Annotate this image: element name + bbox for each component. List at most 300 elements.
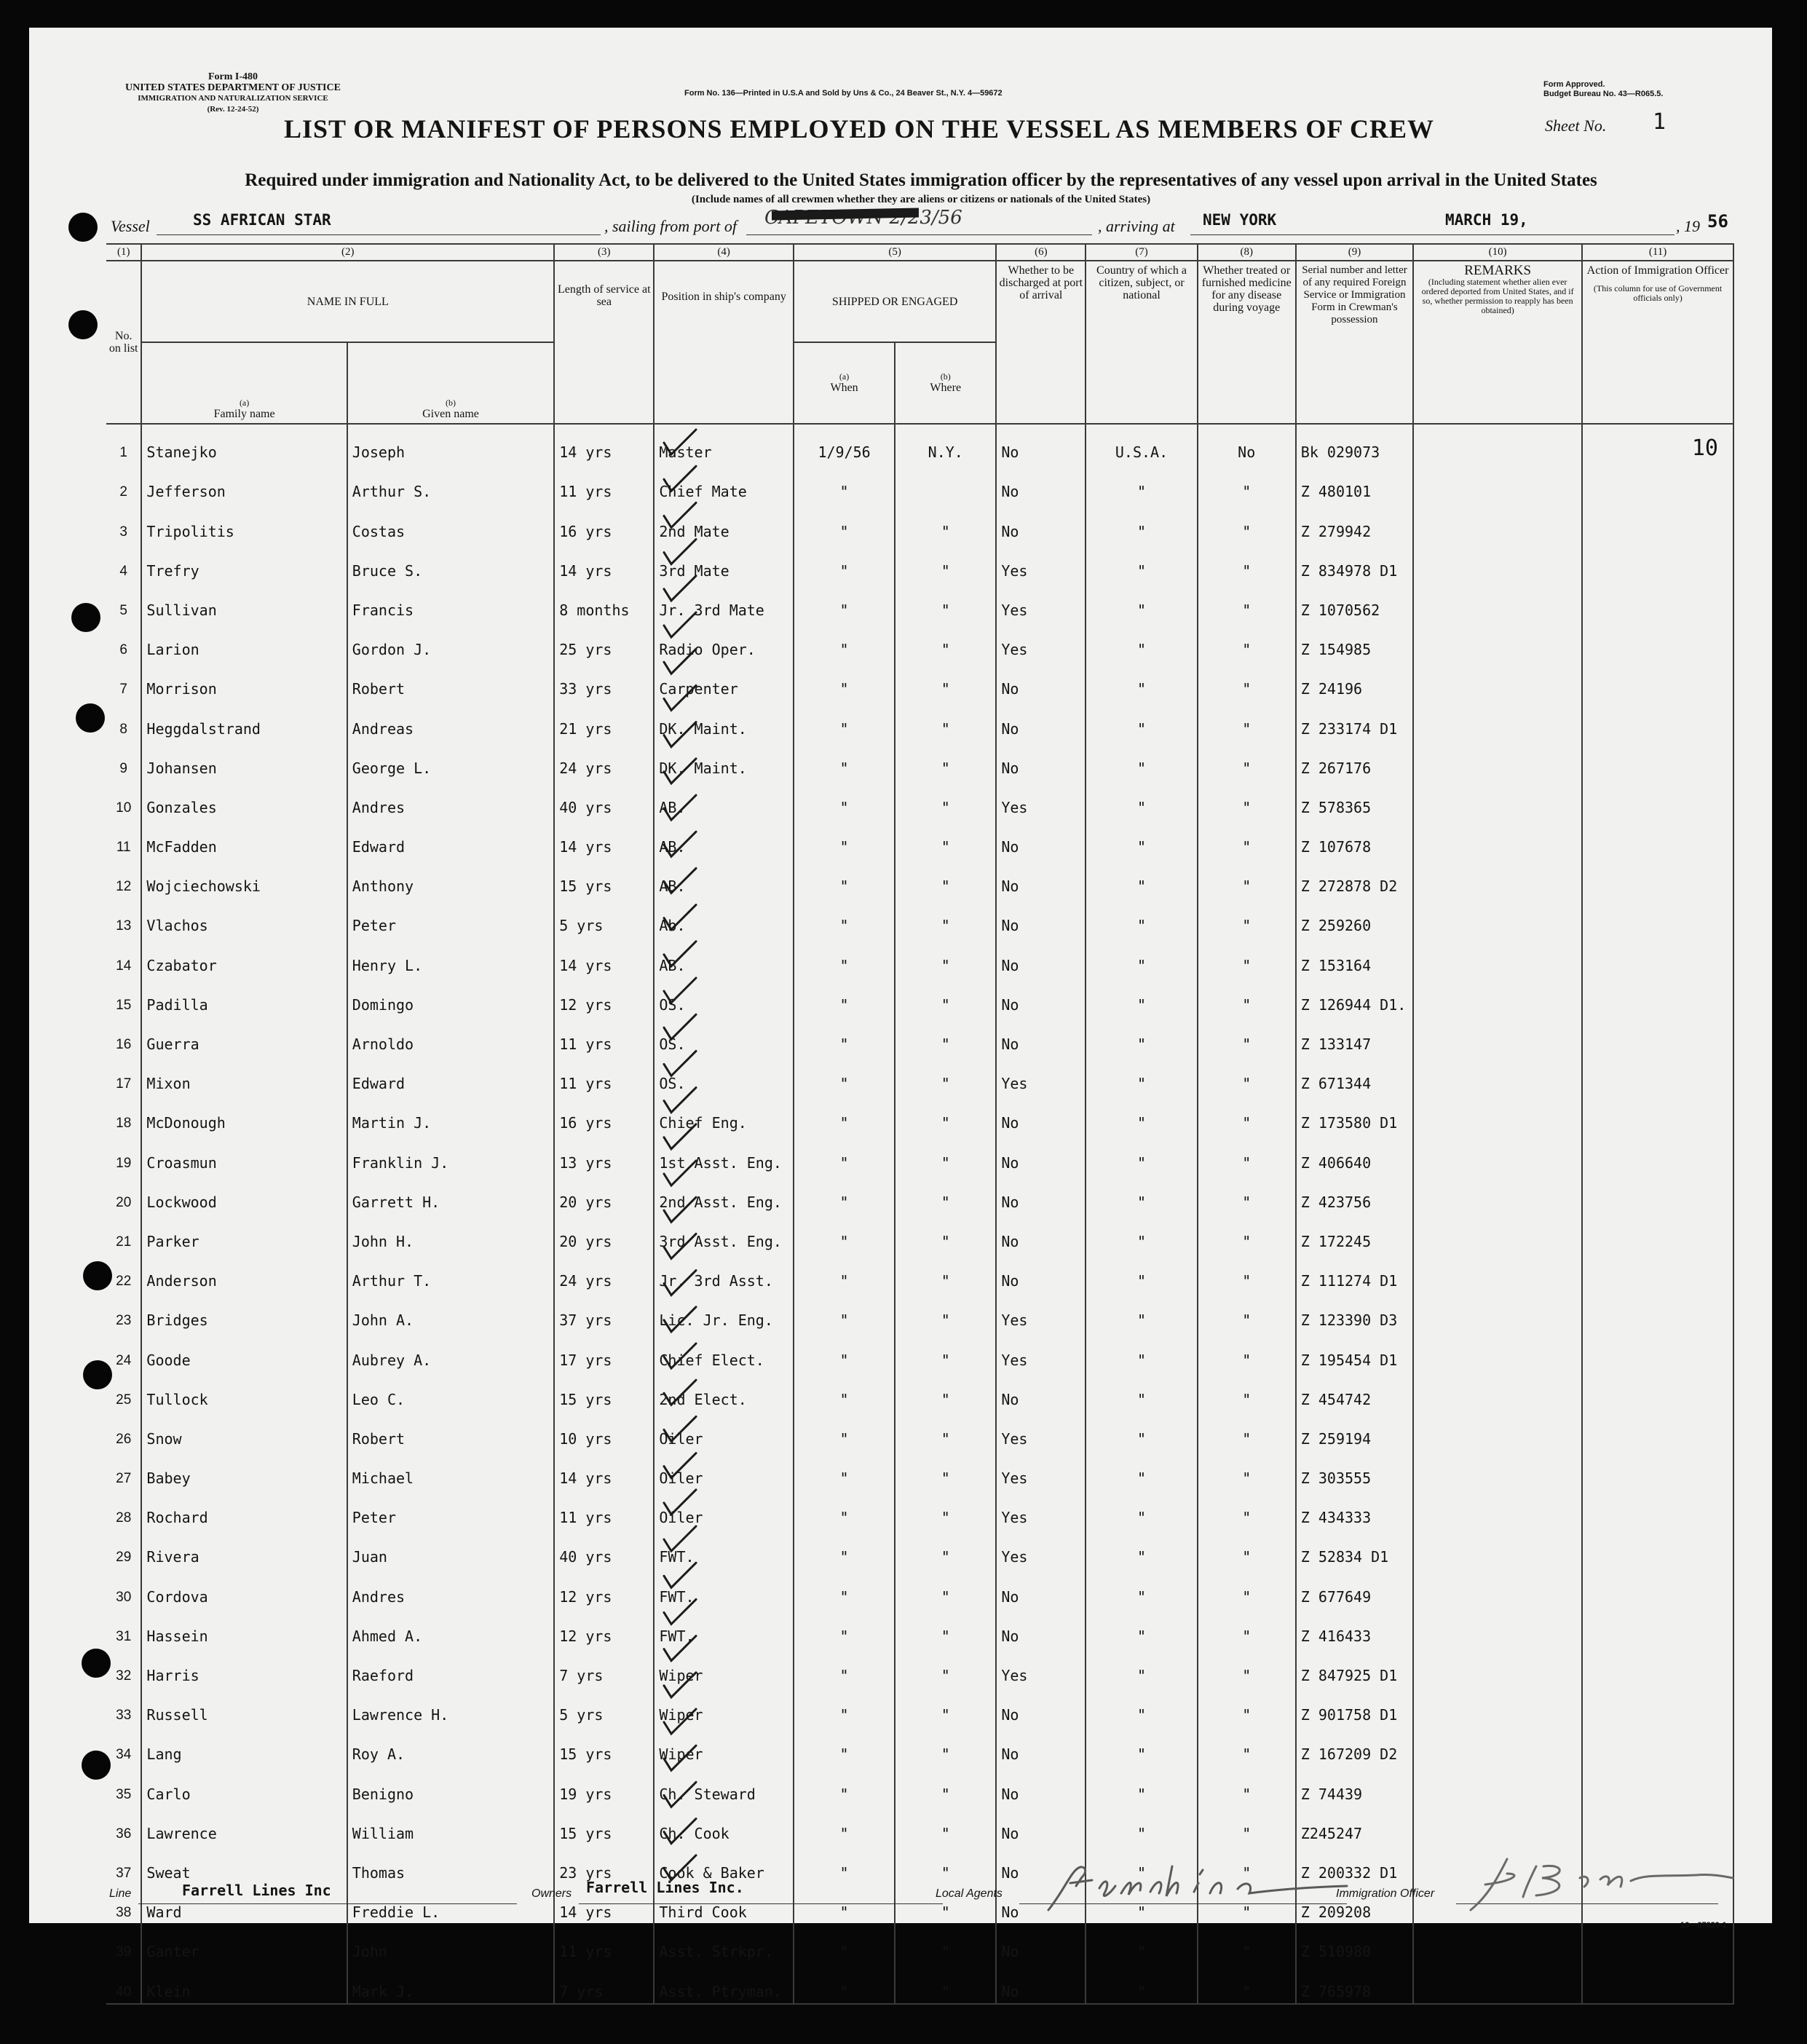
check-mark <box>664 1636 696 1661</box>
length-of-service: 23 yrs <box>554 1845 654 1885</box>
line-label: Line <box>109 1887 132 1900</box>
shipped-where: " <box>895 543 996 583</box>
ship-position: Asst. Strkpr. <box>654 1924 794 1963</box>
shipped-when: " <box>794 503 895 542</box>
family-name: Jefferson <box>141 464 347 503</box>
treated-status: " <box>1198 1214 1296 1253</box>
given-name: John A. <box>347 1293 554 1332</box>
check-mark <box>664 1673 696 1697</box>
given-name: Raeford <box>347 1648 554 1687</box>
discharged-status: No <box>996 1017 1086 1056</box>
ship-position: AB. <box>654 859 794 898</box>
shipped-when: " <box>794 1648 895 1687</box>
ship-position: Chief Elect. <box>654 1332 794 1371</box>
shipped-where: " <box>895 1727 996 1766</box>
length-of-service: 5 yrs <box>554 1687 654 1727</box>
ship-position: FWT. <box>654 1568 794 1608</box>
serial-number: Z 434333 <box>1296 1490 1413 1529</box>
serial-number: Z 209208 <box>1296 1885 1413 1924</box>
binder-hole <box>71 603 100 632</box>
check-mark <box>664 1343 696 1368</box>
binder-hole <box>68 213 98 242</box>
shipped-where: " <box>895 1253 996 1293</box>
check-mark <box>664 649 696 674</box>
length-of-service: 15 yrs <box>554 1727 654 1766</box>
shipped-when: " <box>794 1135 895 1174</box>
shipped-where: " <box>895 1845 996 1885</box>
given-name: Peter <box>347 1490 554 1529</box>
ship-position: Master <box>654 424 794 464</box>
col-number-7: (7) <box>1086 244 1197 261</box>
binder-hole <box>83 1261 112 1290</box>
discharged-status: No <box>996 1766 1086 1805</box>
check-mark <box>664 1014 696 1039</box>
ship-position: 3rd Asst. Eng. <box>654 1214 794 1253</box>
crew-row <box>106 1924 1733 1963</box>
shipped-when: " <box>794 1056 895 1095</box>
col-number-2: (2) <box>141 244 554 261</box>
treated-status: " <box>1198 1253 1296 1293</box>
given-name: Leo C. <box>347 1372 554 1411</box>
discharged-status: No <box>996 937 1086 976</box>
row-number: 29 <box>106 1529 141 1568</box>
citizenship-country: " <box>1086 898 1197 937</box>
given-name: Michael <box>347 1451 554 1490</box>
check-mark <box>664 540 696 564</box>
ship-position: 3rd Mate <box>654 543 794 583</box>
given-name: Arthur T. <box>347 1253 554 1293</box>
citizenship-country: " <box>1086 1766 1197 1805</box>
shipped-when: 1/9/56 <box>794 424 895 464</box>
family-name: Larion <box>141 622 347 661</box>
treated-status: " <box>1198 1727 1296 1766</box>
family-name: Ganter <box>141 1924 347 1963</box>
length-of-service: 17 yrs <box>554 1332 654 1371</box>
citizenship-country: " <box>1086 661 1197 701</box>
citizenship-country: " <box>1086 583 1197 622</box>
length-of-service: 11 yrs <box>554 1056 654 1095</box>
family-name: Morrison <box>141 661 347 701</box>
discharged-status: No <box>996 819 1086 859</box>
citizenship-country: " <box>1086 1885 1197 1924</box>
arrival-year: 56 <box>1707 211 1728 232</box>
shipped-when: " <box>794 1568 895 1608</box>
citizenship-country: " <box>1086 1845 1197 1885</box>
approval-block <box>1543 80 1663 99</box>
check-mark <box>664 759 696 784</box>
discharged-status: No <box>996 1095 1086 1135</box>
treated-status: " <box>1198 503 1296 542</box>
shipped-where: " <box>895 1056 996 1095</box>
row-number: 21 <box>106 1214 141 1253</box>
serial-number: Z 765978 <box>1296 1963 1413 2003</box>
length-of-service: 14 yrs <box>554 1451 654 1490</box>
shipped-where: " <box>895 503 996 542</box>
discharged-status: Yes <box>996 543 1086 583</box>
ship-position: Wiper <box>654 1648 794 1687</box>
serial-number: Z 259194 <box>1296 1411 1413 1451</box>
ship-position: Asst. Ptryman. <box>654 1963 794 2003</box>
row-number: 37 <box>106 1845 141 1885</box>
serial-number: Z 200332 D1 <box>1296 1845 1413 1885</box>
given-name: John H. <box>347 1214 554 1253</box>
family-name: Gonzales <box>141 780 347 819</box>
serial-number: Z 279942 <box>1296 503 1413 542</box>
length-of-service: 25 yrs <box>554 622 654 661</box>
length-of-service: 8 months <box>554 583 654 622</box>
check-mark <box>664 1307 696 1332</box>
ship-position: Oiler <box>654 1451 794 1490</box>
row-number: 5 <box>106 583 141 622</box>
treated-status: " <box>1198 583 1296 622</box>
discharged-status: No <box>996 1924 1086 1963</box>
serial-number: Z 406640 <box>1296 1135 1413 1174</box>
printer-line: Form No. 136—Printed in U.S.A and Sold by Uns & Co., 24 Beaver St., N.Y. 4—59672 <box>684 89 1003 98</box>
citizenship-country: " <box>1086 741 1197 780</box>
citizenship-country: " <box>1086 1175 1197 1214</box>
length-of-service: 37 yrs <box>554 1293 654 1332</box>
ship-position: Ch. Steward <box>654 1766 794 1805</box>
row-number: 40 <box>106 1963 141 2003</box>
length-of-service: 24 yrs <box>554 1253 654 1293</box>
arrival-port: NEW YORK <box>1203 211 1277 229</box>
shipped-when: " <box>794 464 895 503</box>
row-number: 3 <box>106 503 141 542</box>
shipped-where: " <box>895 622 996 661</box>
shipped-where: " <box>895 937 996 976</box>
discharged-status: No <box>996 464 1086 503</box>
treated-status: " <box>1198 1490 1296 1529</box>
sheet-number-label: Sheet No. <box>1545 117 1607 135</box>
treated-status: " <box>1198 819 1296 859</box>
shipped-where: " <box>895 661 996 701</box>
row-number: 28 <box>106 1490 141 1529</box>
department-name: UNITED STATES DEPARTMENT OF JUSTICE <box>125 82 341 93</box>
header-shipped-or-engaged: SHIPPED OR ENGAGED <box>794 261 996 342</box>
discharged-status: No <box>996 424 1086 464</box>
citizenship-country: " <box>1086 1568 1197 1608</box>
ship-position: 1st Asst. Eng. <box>654 1135 794 1174</box>
header-country: Country of which a citizen, subject, or national <box>1086 261 1197 424</box>
header-position: Position in ship's company <box>654 261 794 424</box>
binder-hole <box>82 1751 111 1780</box>
shipped-where: " <box>895 1885 996 1924</box>
row-number: 35 <box>106 1766 141 1805</box>
local-agents-signature <box>1019 1848 1354 1921</box>
row-number: 10 <box>106 780 141 819</box>
ship-position: Oiler <box>654 1490 794 1529</box>
binder-hole <box>82 1649 111 1678</box>
given-name: Gordon J. <box>347 622 554 661</box>
row-number: 13 <box>106 898 141 937</box>
given-name: Domingo <box>347 977 554 1017</box>
given-name: Bruce S. <box>347 543 554 583</box>
serial-number: Z 454742 <box>1296 1372 1413 1411</box>
given-name: Franklin J. <box>347 1135 554 1174</box>
serial-number: Bk 029073 <box>1296 424 1413 464</box>
ship-position: Chief Eng. <box>654 1095 794 1135</box>
given-name: Ahmed A. <box>347 1609 554 1648</box>
shipped-where: " <box>895 1017 996 1056</box>
check-mark <box>664 1745 696 1770</box>
col-number-9: (9) <box>1296 244 1413 261</box>
serial-number: Z 195454 D1 <box>1296 1332 1413 1371</box>
citizenship-country: " <box>1086 701 1197 740</box>
treated-status: " <box>1198 1372 1296 1411</box>
given-name: Henry L. <box>347 937 554 976</box>
shipped-when: " <box>794 1963 895 2003</box>
shipped-when: " <box>794 1332 895 1371</box>
family-name: Klein <box>141 1963 347 2003</box>
treated-status: " <box>1198 1924 1296 1963</box>
ship-position: DK. Maint. <box>654 741 794 780</box>
given-name: Andreas <box>347 701 554 740</box>
discharged-status: Yes <box>996 583 1086 622</box>
family-name: McDonough <box>141 1095 347 1135</box>
treated-status: " <box>1198 1648 1296 1687</box>
family-name: Ward <box>141 1885 347 1924</box>
binder-hole <box>68 310 98 339</box>
shipped-when: " <box>794 1451 895 1490</box>
serial-number: Z 173580 D1 <box>1296 1095 1413 1135</box>
citizenship-country: " <box>1086 859 1197 898</box>
family-name: Lang <box>141 1727 347 1766</box>
owners-company: Farrell Lines Inc. <box>586 1879 744 1896</box>
treated-status: " <box>1198 1411 1296 1451</box>
serial-number: Z 172245 <box>1296 1214 1413 1253</box>
treated-status: " <box>1198 1568 1296 1608</box>
shipped-where: N.Y. <box>895 424 996 464</box>
ship-position: Chief Mate <box>654 464 794 503</box>
ship-position: AB. <box>654 819 794 859</box>
arriving-label: , arriving at <box>1098 217 1175 235</box>
length-of-service: 10 yrs <box>554 1411 654 1451</box>
shipped-where: " <box>895 1963 996 2003</box>
row-number: 23 <box>106 1293 141 1332</box>
length-of-service: 20 yrs <box>554 1175 654 1214</box>
check-mark <box>664 978 696 1003</box>
discharged-status: No <box>996 1372 1086 1411</box>
discharged-status: No <box>996 1175 1086 1214</box>
col-number-11: (11) <box>1582 244 1733 261</box>
ship-position: AB. <box>654 780 794 819</box>
family-name: Mixon <box>141 1056 347 1095</box>
treated-status: " <box>1198 937 1296 976</box>
header-when: (a) When <box>794 342 895 424</box>
header-discharged: Whether to be discharged at port of arrival <box>996 261 1086 424</box>
citizenship-country: " <box>1086 543 1197 583</box>
shipped-when: " <box>794 1095 895 1135</box>
family-name: Johansen <box>141 741 347 780</box>
row-number: 36 <box>106 1806 141 1845</box>
shipped-when: " <box>794 1253 895 1293</box>
treated-status: " <box>1198 464 1296 503</box>
citizenship-country: " <box>1086 1253 1197 1293</box>
serial-number: Z 510980 <box>1296 1924 1413 1963</box>
binder-hole <box>76 703 105 733</box>
treated-status: " <box>1198 1095 1296 1135</box>
row-number: 4 <box>106 543 141 583</box>
treated-status: " <box>1198 701 1296 740</box>
shipped-where: " <box>895 1214 996 1253</box>
given-name: George L. <box>347 741 554 780</box>
shipped-when: " <box>794 1529 895 1568</box>
length-of-service: 15 yrs <box>554 1372 654 1411</box>
check-mark <box>664 1197 696 1222</box>
discharged-status: Yes <box>996 780 1086 819</box>
treated-status: No <box>1198 424 1296 464</box>
check-mark <box>664 502 696 527</box>
family-name: Sweat <box>141 1845 347 1885</box>
shipped-when: " <box>794 1490 895 1529</box>
col-number-5: (5) <box>794 244 996 261</box>
family-name: Czabator <box>141 937 347 976</box>
discharged-status: No <box>996 859 1086 898</box>
sailing-label: , sailing from port of <box>604 217 737 235</box>
shipped-when: " <box>794 1687 895 1727</box>
discharged-status: No <box>996 1214 1086 1253</box>
given-name: Roy A. <box>347 1727 554 1766</box>
family-name: Russell <box>141 1687 347 1727</box>
serial-number: Z 677649 <box>1296 1568 1413 1608</box>
shipped-where: " <box>895 1766 996 1805</box>
shipped-when: " <box>794 1293 895 1332</box>
discharged-status: No <box>996 1135 1086 1174</box>
row-number: 18 <box>106 1095 141 1135</box>
shipped-where: " <box>895 1529 996 1568</box>
ship-position: Jr. 3rd Mate <box>654 583 794 622</box>
shipped-when: " <box>794 1845 895 1885</box>
check-mark <box>664 1782 696 1807</box>
row-number: 38 <box>106 1885 141 1924</box>
treated-status: " <box>1198 661 1296 701</box>
row-number: 8 <box>106 701 141 740</box>
citizenship-country: " <box>1086 1332 1197 1371</box>
shipped-when: " <box>794 1017 895 1056</box>
treated-status: " <box>1198 1885 1296 1924</box>
family-name: Guerra <box>141 1017 347 1056</box>
length-of-service: 11 yrs <box>554 1017 654 1056</box>
discharged-status: Yes <box>996 1529 1086 1568</box>
row-number: 24 <box>106 1332 141 1371</box>
row-number: 26 <box>106 1411 141 1451</box>
discharged-status: No <box>996 741 1086 780</box>
length-of-service: 7 yrs <box>554 1648 654 1687</box>
col-number-6: (6) <box>996 244 1086 261</box>
arrival-date: MARCH 19, <box>1445 211 1528 229</box>
document-subnote: (Include names of all crewmen whether they are aliens or citizens or nationals of the United States) <box>691 194 1151 205</box>
given-name: Francis <box>347 583 554 622</box>
header-where: (b) Where <box>895 342 996 424</box>
treated-status: " <box>1198 780 1296 819</box>
shipped-where: " <box>895 1568 996 1608</box>
length-of-service: 11 yrs <box>554 464 654 503</box>
given-name: Robert <box>347 1411 554 1451</box>
treated-status: " <box>1198 1175 1296 1214</box>
shipped-where: " <box>895 898 996 937</box>
ship-position: AB. <box>654 937 794 976</box>
ship-position: FWT. <box>654 1609 794 1648</box>
citizenship-country: " <box>1086 1095 1197 1135</box>
length-of-service: 13 yrs <box>554 1135 654 1174</box>
given-name: William <box>347 1806 554 1845</box>
treated-status: " <box>1198 1017 1296 1056</box>
citizenship-country: " <box>1086 1490 1197 1529</box>
header-treated: Whether treated or furnished medicine for any disease during voyage <box>1198 261 1296 424</box>
approval-line: Form Approved. <box>1543 80 1605 89</box>
discharged-status: No <box>996 1253 1086 1293</box>
serial-number: Z 133147 <box>1296 1017 1413 1056</box>
shipped-when: " <box>794 622 895 661</box>
check-mark <box>664 1599 696 1624</box>
header-length-of-service: Length of service at sea <box>554 261 654 424</box>
check-mark <box>664 1088 696 1113</box>
serial-number: Z 1070562 <box>1296 583 1413 622</box>
check-mark <box>664 612 696 637</box>
given-name: Juan <box>347 1529 554 1568</box>
citizenship-country: " <box>1086 780 1197 819</box>
given-name: Joseph <box>347 424 554 464</box>
shipped-when: " <box>794 1411 895 1451</box>
sheet-number-value: 1 <box>1653 109 1666 135</box>
treated-status: " <box>1198 1806 1296 1845</box>
length-of-service: 12 yrs <box>554 1609 654 1648</box>
family-name: Wojciechowski <box>141 859 347 898</box>
row-number: 1 <box>106 424 141 464</box>
given-name: Mark J. <box>347 1963 554 2003</box>
discharged-status: No <box>996 1963 1086 2003</box>
family-name: Heggdalstrand <box>141 701 347 740</box>
given-name: Andres <box>347 1568 554 1608</box>
serial-number: Z 834978 D1 <box>1296 543 1413 583</box>
given-name: Arnoldo <box>347 1017 554 1056</box>
row-number: 20 <box>106 1175 141 1214</box>
shipped-when: " <box>794 661 895 701</box>
length-of-service: 14 yrs <box>554 937 654 976</box>
row-number: 39 <box>106 1924 141 1963</box>
length-of-service: 12 yrs <box>554 1568 654 1608</box>
check-mark <box>664 1380 696 1405</box>
check-mark <box>664 1234 696 1258</box>
ship-position: Oiler <box>654 1411 794 1451</box>
check-mark <box>664 1416 696 1441</box>
discharged-status: No <box>996 1845 1086 1885</box>
treated-status: " <box>1198 1332 1296 1371</box>
col-number-10: (10) <box>1413 244 1582 261</box>
discharged-status: No <box>996 1687 1086 1727</box>
discharged-status: No <box>996 898 1086 937</box>
shipped-where: " <box>895 583 996 622</box>
shipped-when: " <box>794 819 895 859</box>
check-mark <box>664 1490 696 1515</box>
binder-hole <box>83 1360 112 1389</box>
family-name: Anderson <box>141 1253 347 1293</box>
check-mark <box>664 1526 696 1551</box>
header-action: Action of Immigration Officer (This column for use of Government officials only) <box>1582 261 1733 424</box>
officer-action: 10 <box>1582 424 1733 464</box>
serial-number: Z 272878 D2 <box>1296 859 1413 898</box>
shipped-when: " <box>794 741 895 780</box>
check-mark <box>664 942 696 966</box>
check-mark <box>664 722 696 747</box>
citizenship-country: " <box>1086 1451 1197 1490</box>
discharged-status: Yes <box>996 1451 1086 1490</box>
discharged-status: Yes <box>996 1411 1086 1451</box>
length-of-service: 12 yrs <box>554 977 654 1017</box>
serial-number: Z 126944 D1. <box>1296 977 1413 1017</box>
given-name: Freddie L. <box>347 1885 554 1924</box>
ship-position: Wiper <box>654 1727 794 1766</box>
